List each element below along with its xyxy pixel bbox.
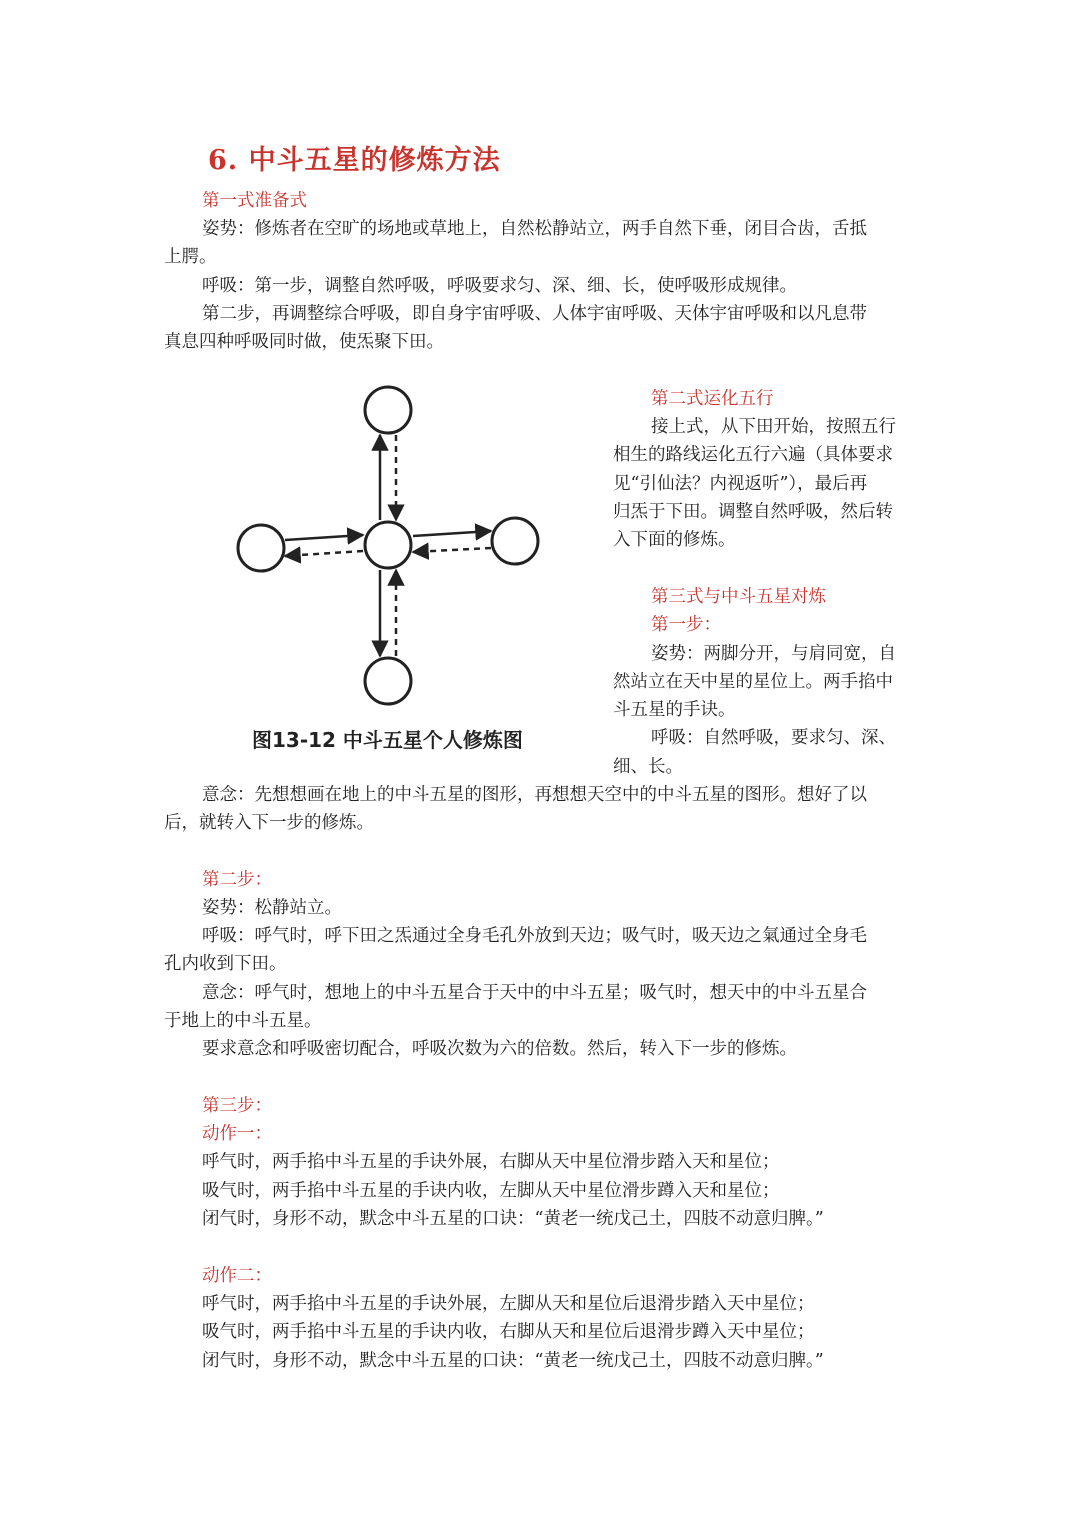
right-star-circle	[492, 518, 538, 564]
arrow-center-to-left	[285, 551, 363, 556]
arrow-left-to-center	[285, 535, 363, 540]
step1-heading: 第一步：	[651, 615, 721, 635]
step2-breath-line1: 呼吸：呼气时，呼下田之炁通过全身毛孔外放到天边；吸气时，吸天边之氣通过全身毛	[202, 926, 867, 946]
section1-heading: 第一式准备式	[202, 191, 307, 211]
step2-heading: 第二步：	[202, 870, 272, 890]
five-star-diagram	[225, 378, 570, 723]
step1-line: 斗五星的手诀。	[613, 700, 736, 720]
section2-line: 归炁于下田。调整自然呼吸，然后转	[613, 502, 893, 522]
section2-line: 相生的路线运化五行六遍（具体要求	[613, 445, 893, 465]
action1-line: 呼气时，两手掐中斗五星的手诀外展，右脚从天中星位滑步踏入天和星位；	[202, 1152, 780, 1172]
section2-line: 入下面的修炼。	[613, 530, 736, 550]
action1-heading: 动作一：	[202, 1124, 272, 1144]
step2-intent-line2: 于地上的中斗五星。	[164, 1011, 322, 1031]
step2-requirement: 要求意念和呼吸密切配合，呼吸次数为六的倍数。然后，转入下一步的修炼。	[202, 1039, 797, 1059]
action2-line: 闭气时，身形不动，默念中斗五星的口诀：“黄老一统戊己土，四肢不动意归脾。”	[202, 1351, 824, 1371]
section1-posture-line1: 姿势：修炼者在空旷的场地或草地上，自然松静站立，两手自然下垂，闭目合齿，舌抵	[202, 219, 867, 239]
action2-line: 吸气时，两手掐中斗五星的手诀内收，右脚从天和星位后退滑步蹲入天中星位；	[202, 1322, 815, 1342]
action1-line: 吸气时，两手掐中斗五星的手诀内收，左脚从天中星位滑步蹲入天和星位；	[202, 1181, 780, 1201]
step1-line: 呼吸：自然呼吸，要求匀、深、	[651, 728, 896, 748]
step2-intent-line1: 意念：呼气时，想地上的中斗五星合于天中的中斗五星；吸气时，想天中的中斗五星合	[202, 983, 867, 1003]
section1-posture-line2: 上腭。	[164, 247, 217, 267]
section1-breath-step2-line2: 真息四种呼吸同时做，使炁聚下田。	[164, 332, 444, 352]
step2-breath-line2: 孔内收到下田。	[164, 954, 287, 974]
action2-line: 呼气时，两手掐中斗五星的手诀外展，左脚从天和星位后退滑步踏入天中星位；	[202, 1294, 815, 1314]
step3-heading: 第三步：	[202, 1096, 272, 1116]
step1-line: 姿势：两脚分开，与肩同宽，自	[651, 644, 896, 664]
page-title: 6. 中斗五星的修炼方法	[208, 145, 501, 176]
section2-line: 见“引仙法？内视返听”），最后再	[613, 474, 868, 494]
step1-line: 然站立在天中星的星位上。两手掐中	[613, 672, 893, 692]
left-star-circle	[238, 525, 284, 571]
action2-heading: 动作二：	[202, 1266, 272, 1286]
center-star-circle	[365, 522, 411, 568]
arrow-center-to-right	[413, 531, 491, 536]
section2-heading: 第二式运化五行	[651, 389, 774, 409]
bottom-star-circle	[365, 658, 411, 704]
step1-intent-line2: 后，就转入下一步的修炼。	[164, 813, 374, 833]
arrow-right-to-center	[413, 548, 491, 552]
action1-line: 闭气时，身形不动，默念中斗五星的口诀：“黄老一统戊己土，四肢不动意归脾。”	[202, 1209, 824, 1229]
section1-breath-step1: 呼吸：第一步，调整自然呼吸，呼吸要求匀、深、细、长，使呼吸形成规律。	[202, 276, 797, 296]
section2-line: 接上式，从下田开始，按照五行	[651, 417, 896, 437]
step1-intent-line1: 意念：先想想画在地上的中斗五星的图形，再想想天空中的中斗五星的图形。想好了以	[202, 785, 867, 805]
section3-heading: 第三式与中斗五星对炼	[651, 587, 826, 607]
step2-posture: 姿势：松静站立。	[202, 898, 342, 918]
section1-breath-step2-line1: 第二步，再调整综合呼吸，即自身宇宙呼吸、人体宇宙呼吸、天体宇宙呼吸和以凡息带	[202, 304, 867, 324]
top-star-circle	[365, 387, 411, 433]
step1-line: 细、长。	[613, 757, 683, 777]
figure-caption: 图13-12 中斗五星个人修炼图	[252, 728, 523, 752]
